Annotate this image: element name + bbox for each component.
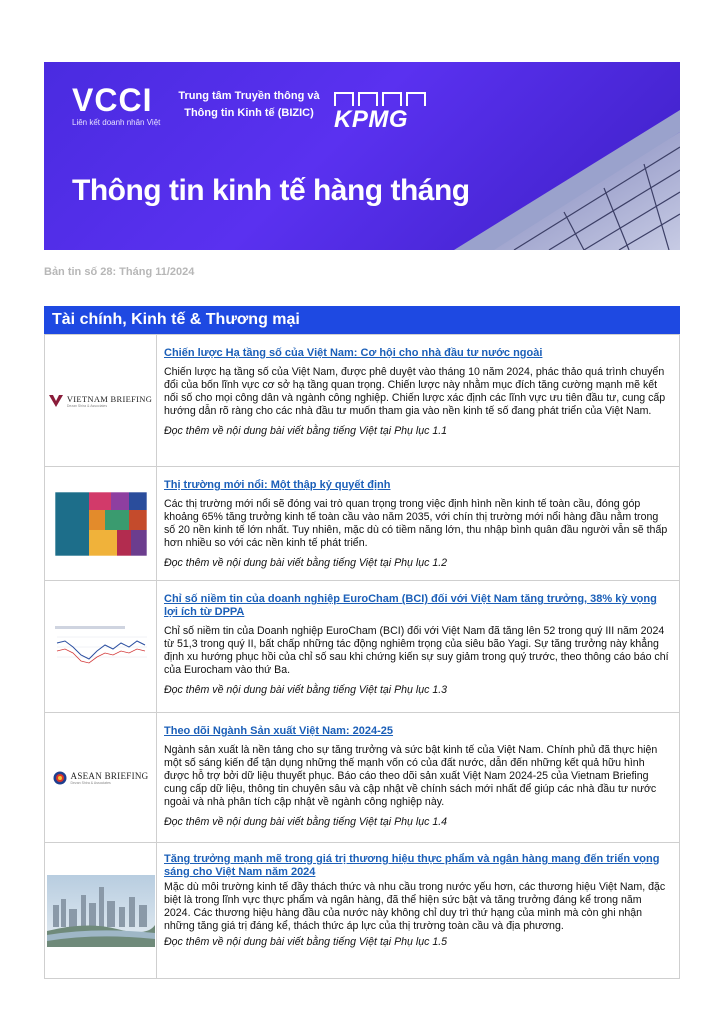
read-more-note: Đọc thêm về nội dung bài viết bằng tiếng Việt tại Phụ lục 1.3 xyxy=(164,684,448,696)
building-image xyxy=(454,92,680,250)
logo-text: ASEAN BRIEFING xyxy=(70,770,149,781)
banner-title: Thông tin kinh tế hàng tháng xyxy=(72,174,470,207)
article-row xyxy=(45,580,679,712)
kpmg-box-icon xyxy=(382,92,402,106)
logo-subtext: Dezan Shira & Associates xyxy=(70,780,111,785)
header-banner xyxy=(44,62,680,250)
article-body xyxy=(157,713,679,842)
treemap-thumbnail-icon xyxy=(55,492,147,556)
article-body xyxy=(157,843,679,978)
article-row xyxy=(45,334,679,466)
line-chart-thumbnail-icon xyxy=(53,625,149,669)
article-thumbnail xyxy=(45,581,157,712)
read-more-note: Đọc thêm về nội dung bài viết bằng tiếng Việt tại Phụ lục 1.4 xyxy=(164,816,448,828)
article-title-link[interactable]: Chỉ số niềm tin của doanh nghiệp EuroCham (BCI) đối với Việt Nam tăng trưởng, 38% kỳ vọng lợi ích từ DPPA xyxy=(164,593,657,618)
asean-emblem-icon xyxy=(53,771,67,785)
kpmg-box-icon xyxy=(358,92,378,106)
article-description: Các thị trường mới nổi sẽ đóng vai trò quan trọng trong việc định hình nền kinh tế toàn cầu, đóng góp khoảng 65% tăng trưởng kinh tế toàn cầu vào năm 2035, với chín thị trường mới nổi hàng đầu nằm trong số 20 nền kinh tế lớn nhất. Tuy nhiên, mặc dù có tiềm năng lớn, thu nhập bình quân đầu người vẫn sẽ thấp hơn nhiều so với các nền kinh tế phát triển. xyxy=(164,498,668,549)
city-photo-thumbnail-icon xyxy=(47,875,155,947)
article-description: Chỉ số niềm tin của Doanh nghiệp EuroCham (BCI) đối với Việt Nam đã tăng lên 52 trong quý III năm 2024 từ 51,3 trong quý II, bất chấp những tác động nghiêm trọng của siêu bão Yagi. Sự tăng trưởng này khẳng định xu hướng phục hồi của chỉ số sau khi chứng kiến sự suy giảm trong quý trước, theo thông cáo báo chí của Eurocham vào thứ Ba. xyxy=(164,625,669,676)
read-more-note: Đọc thêm về nội dung bài viết bằng tiếng Việt tại Phụ lục 1.2 xyxy=(164,557,448,569)
article-row xyxy=(45,712,679,842)
article-thumbnail xyxy=(45,843,157,978)
read-more-note: Đọc thêm về nội dung bài viết bằng tiếng Việt tại Phụ lục 1.5 xyxy=(164,936,448,948)
vcci-logo: VCCI xyxy=(72,82,153,118)
read-more-note: Đọc thêm về nội dung bài viết bằng tiếng Việt tại Phụ lục 1.1 xyxy=(164,425,448,437)
article-body xyxy=(157,467,679,580)
article-list xyxy=(44,334,680,979)
vietnam-briefing-logo xyxy=(49,394,152,408)
issue-label: Bản tin số 28: Tháng 11/2024 xyxy=(44,266,195,278)
section-header: Tài chính, Kinh tế & Thương mại xyxy=(44,306,680,334)
kpmg-logo xyxy=(334,92,430,132)
logo-text: VIETNAM BRIEFING xyxy=(66,393,153,404)
article-thumbnail xyxy=(45,335,157,466)
article-row xyxy=(45,466,679,580)
article-title-link[interactable]: Thị trường mới nổi: Một thập kỷ quyết định xyxy=(164,479,391,491)
vcci-tagline: Liên kết doanh nhân Việt xyxy=(72,118,161,127)
bizic-label xyxy=(176,88,322,122)
vietnam-briefing-emblem-icon xyxy=(49,395,63,407)
article-title-link[interactable]: Tăng trưởng mạnh mẽ trong giá trị thương hiệu thực phẩm và ngân hàng mang đến triển vọng sáng cho Việt Nam năm 2024 xyxy=(164,853,660,878)
article-title-link[interactable]: Chiến lược Hạ tầng số của Việt Nam: Cơ hội cho nhà đầu tư nước ngoài xyxy=(164,347,543,359)
article-body xyxy=(157,581,679,712)
article-body xyxy=(157,335,679,466)
article-thumbnail xyxy=(45,467,157,580)
kpmg-box-icon xyxy=(334,92,354,106)
article-description: Ngành sản xuất là nền tảng cho sự tăng trưởng và sức bật kinh tế của Việt Nam. Chính phủ đã thực hiện một số sáng kiến để tận dụng những thế mạnh vốn có của đất nước, dẫn đến những kết quả hữu hình được hỗ trợ bởi dữ liệu thuyết phục. Báo cáo theo dõi sản xuất Việt Nam 2024-25 của Vietnam Briefing cung cấp dữ liệu, thông tin chuyên sâu và cập nhật về chính sách mới nhất để giúp các nhà đầu tư nước ngoài và nhà phân tích cập nhật về ngành công nghiệp này. xyxy=(164,744,658,808)
bizic-line-2: Thông tin Kinh tế (BIZIC) xyxy=(184,107,314,119)
article-title-link[interactable]: Theo dõi Ngành Sản xuất Việt Nam: 2024-25 xyxy=(164,725,394,737)
article-description: Chiến lược hạ tầng số của Việt Nam, được phê duyệt vào tháng 10 năm 2024, phác thảo quá trình chuyển đổi của bốn lĩnh vực cơ sở hạ tầng quan trọng. Chiến lược này nhằm mục đích tăng cường mạnh mẽ kết nối số cho mọi công dân và ngành công nghiệp. Chiến lược xác định các lĩnh vực ưu tiên đầu tư, cung cấp hướng dẫn rõ ràng cho các nhà đầu tư muốn tham gia vào nền kinh tế số đang phát triển của Việt Nam. xyxy=(164,366,666,417)
article-description: Mặc dù môi trường kinh tế đầy thách thức và nhu cầu trong nước yếu hơn, các thương hiệu Việt Nam, đặc biệt là trong lĩnh vực thực phẩm và ngân hàng, đã thể hiện sức bật và tăng trưởng đáng kể trong năm 2024. Các thương hiệu hàng đầu của nước này không chỉ duy trì thứ hạng của mình mà còn ghi nhận những tăng giá trị đáng kể, thách thức áp lực của thị trường toàn cầu và địa phương. xyxy=(164,881,666,932)
article-thumbnail xyxy=(45,713,157,842)
asean-briefing-logo xyxy=(53,771,149,785)
kpmg-wordmark: KPMG xyxy=(334,106,408,133)
kpmg-box-icon xyxy=(406,92,426,106)
bizic-line-1: Trung tâm Truyền thông và xyxy=(178,90,320,102)
logo-subtext: Dezan Shira & Associates xyxy=(66,403,108,408)
article-row xyxy=(45,842,679,978)
